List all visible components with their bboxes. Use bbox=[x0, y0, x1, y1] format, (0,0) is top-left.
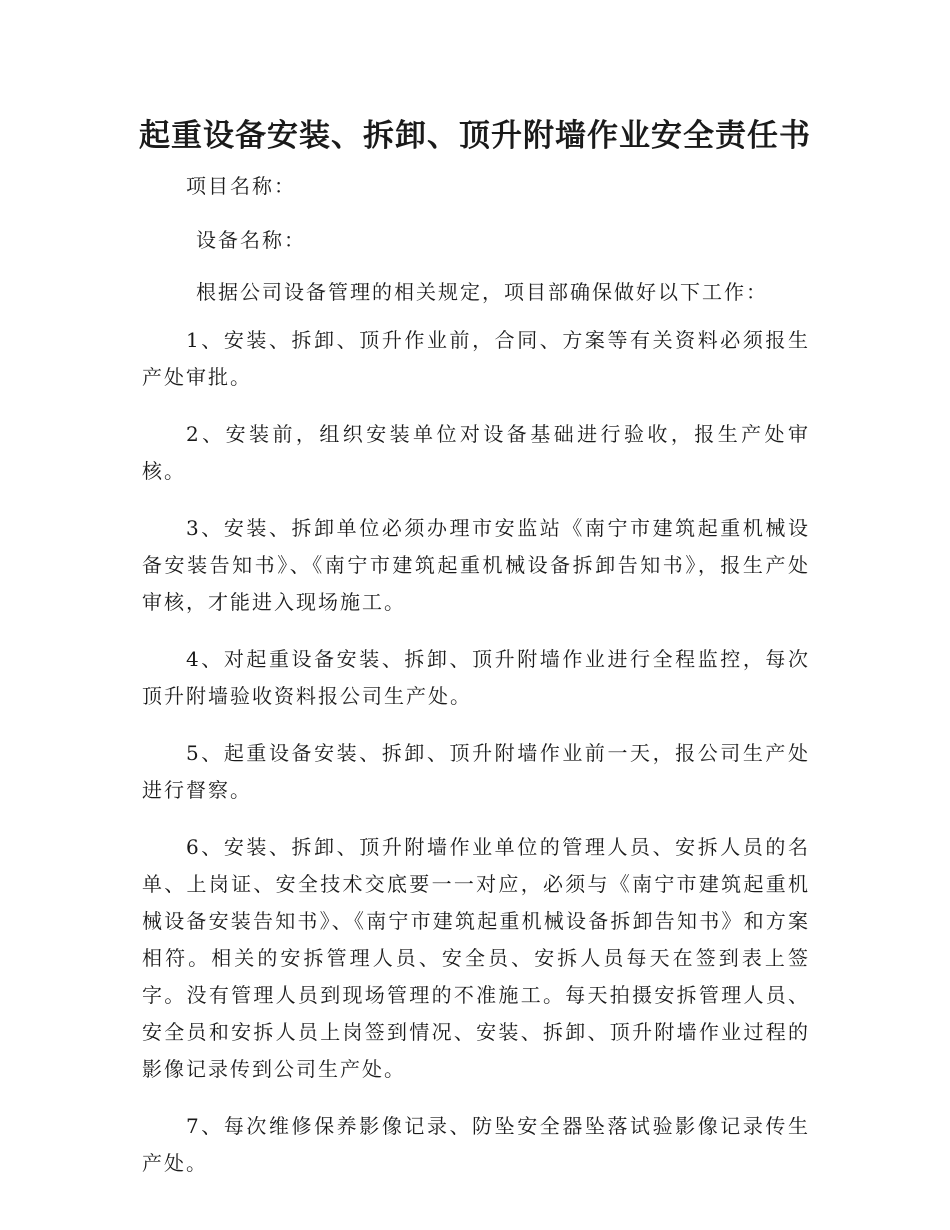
clause-paragraph: 6、安装、拆卸、顶升附墙作业单位的管理人员、安拆人员的名单、上岗证、安全技术交底要一一对应，必须与《南宁市建筑起重机械设备安装告知书》、《南宁市建筑起重机械设备拆卸告知书》和方案相符。相关的安拆管理人员、安全员、安拆人员每天在签到表上签字。没有管理人员到现场管理的不准施工。每天拍摄安拆管理人员、安全员和安拆人员上岗签到情况、安装、拆卸、顶升附墙作业过程的影像记录传到公司生产处。 bbox=[142, 835, 810, 1081]
clause-paragraph: 4、对起重设备安装、拆卸、顶升附墙作业进行全程监控，每次顶升附墙验收资料报公司生产处。 bbox=[142, 647, 810, 708]
clause-paragraph: 1、安装、拆卸、顶升作业前，合同、方案等有关资料必须报生产处审批。 bbox=[142, 328, 810, 389]
clause-paragraph: 5、起重设备安装、拆卸、顶升附墙作业前一天，报公司生产处进行督察。 bbox=[142, 741, 810, 802]
clause-paragraph: 3、安装、拆卸单位必须办理市安监站《南宁市建筑起重机械设备安装告知书》、《南宁市建筑起重机械设备拆卸告知书》，报生产处审核，才能进入现场施工。 bbox=[142, 516, 810, 614]
device-name-label: 设备名称： bbox=[196, 228, 306, 252]
clause-paragraph: 7、每次维修保养影像记录、防坠安全器坠落试验影像记录传生产处。 bbox=[142, 1114, 810, 1175]
clauses-list bbox=[142, 322, 810, 1202]
intro-paragraph: 根据公司设备管理的相关规定，项目部确保做好以下工作： bbox=[196, 280, 768, 304]
clause-paragraph: 2、安装前，组织安装单位对设备基础进行验收，报生产处审核。 bbox=[142, 422, 810, 483]
project-name-label: 项目名称： bbox=[186, 174, 296, 198]
document-title: 起重设备安装、拆卸、顶升附墙作业安全责任书 bbox=[139, 118, 811, 154]
